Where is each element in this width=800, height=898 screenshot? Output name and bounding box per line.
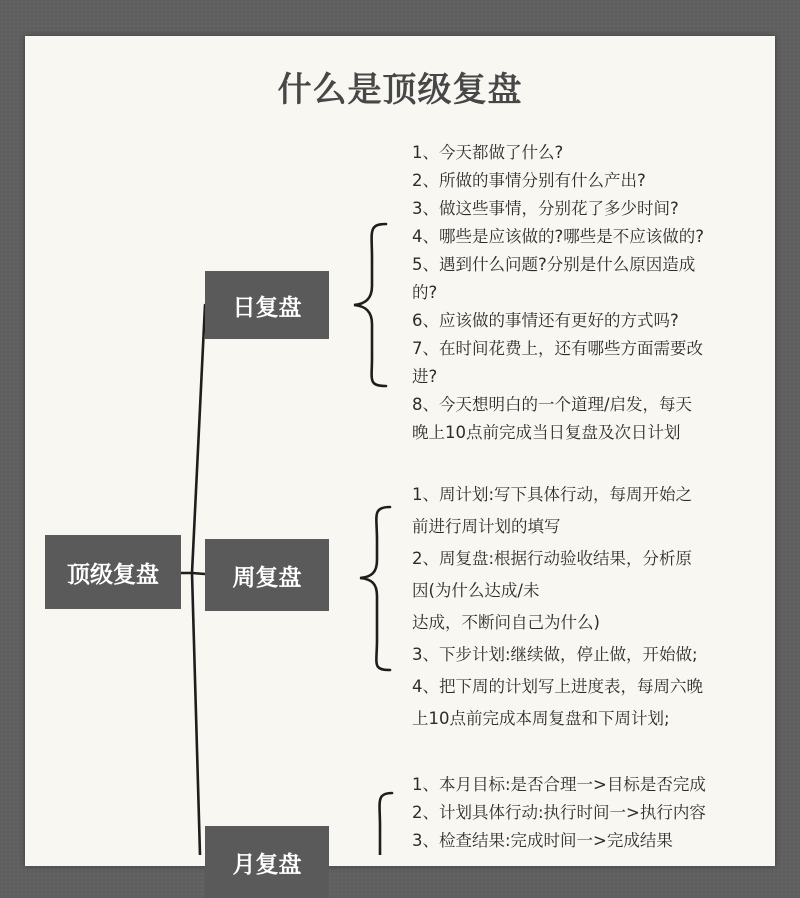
node-daily-review: 日复盘	[205, 271, 329, 339]
list-item: 2、周复盘:根据行动验收结果，分析原	[412, 549, 693, 568]
list-item: 8、今天想明白的一个道理/启发，每天	[412, 395, 693, 414]
node-weekly-review: 周复盘	[205, 539, 329, 611]
list-item: 5、遇到什么问题?分别是什么原因造成	[412, 255, 696, 274]
list-item: 因(为什么达成/未	[412, 581, 540, 600]
list-item: 进?	[412, 367, 438, 386]
monthly-review-list	[412, 771, 742, 855]
list-item: 4、哪些是应该做的?哪些是不应该做的?	[412, 227, 705, 246]
connector-trunk-lower	[192, 573, 200, 855]
list-item: 上10点前完成本周复盘和下周计划;	[412, 709, 670, 728]
list-item: 3、下步计划:继续做，停止做，开始做;	[412, 645, 698, 664]
list-item: 1、本月目标:是否合理一>目标是否完成	[412, 775, 706, 794]
brace-month	[380, 793, 392, 855]
list-item: 的?	[412, 283, 438, 302]
page-title: 什么是顶级复盘	[277, 70, 523, 110]
daily-review-list	[412, 139, 742, 447]
weekly-review-list	[412, 479, 742, 735]
node-monthly-review: 月复盘	[205, 826, 329, 898]
list-item: 6、应该做的事情还有更好的方式吗?	[412, 311, 679, 330]
list-item: 7、在时间花费上，还有哪些方面需要改	[412, 339, 703, 358]
list-item: 1、周计划:写下具体行动，每周开始之	[412, 485, 693, 504]
brace-day	[354, 224, 386, 386]
list-item: 1、今天都做了什么?	[412, 143, 564, 162]
list-item: 3、检查结果:完成时间一>完成结果	[412, 831, 673, 850]
root-node: 顶级复盘	[45, 535, 181, 609]
connector-trunk-upper	[192, 305, 205, 573]
list-item: 2、所做的事情分别有什么产出?	[412, 171, 646, 190]
list-item: 2、计划具体行动:执行时间一>执行内容	[412, 803, 706, 822]
brace-week	[360, 507, 390, 670]
list-item: 4、把下周的计划写上进度表，每周六晚	[412, 677, 703, 696]
list-item: 3、做这些事情，分别花了多少时间?	[412, 199, 679, 218]
connector-trunk-middle	[192, 573, 205, 574]
list-item: 达成，不断问自己为什么)	[412, 613, 600, 632]
list-item: 晚上10点前完成当日复盘及次日计划	[412, 423, 681, 442]
list-item: 前进行周计划的填写	[412, 517, 561, 536]
